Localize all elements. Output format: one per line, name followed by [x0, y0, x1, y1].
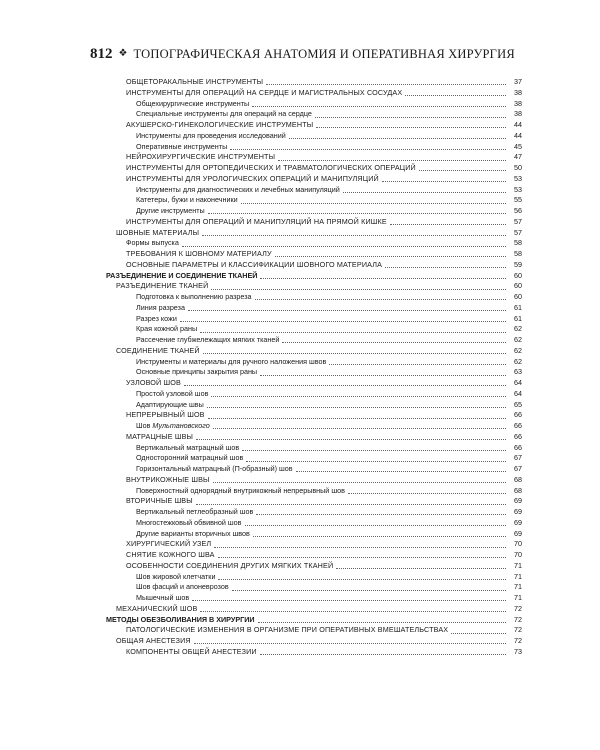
toc-entry	[106, 303, 522, 314]
toc-entry-page: 53	[514, 173, 522, 183]
dot-leader	[214, 547, 506, 548]
toc-entry	[106, 453, 522, 464]
toc-entry-title: УЗЛОВОЙ ШОВ	[126, 378, 181, 387]
toc-entry-page: 50	[514, 163, 522, 172]
toc-entry-page: 62	[514, 345, 522, 355]
toc-entry-page: 69	[514, 528, 522, 538]
toc-entry	[106, 142, 522, 153]
toc-entry	[106, 615, 522, 626]
toc-entry-page: 47	[514, 152, 522, 162]
toc-entry-page: 68	[514, 474, 522, 484]
toc-entry	[106, 131, 522, 142]
toc-entry-page: 58	[514, 238, 522, 248]
dot-leader	[192, 600, 506, 601]
toc-entry-page: 53	[514, 184, 522, 194]
toc-entry-page: 62	[514, 356, 522, 366]
dot-leader	[282, 342, 506, 343]
dot-leader	[196, 439, 506, 440]
toc-entry-page: 58	[514, 249, 522, 258]
toc-entry-title: МАТРАЦНЫЕ ШВЫ	[126, 431, 194, 441]
toc-entry-page: 62	[514, 335, 522, 344]
dot-leader	[419, 170, 506, 171]
dot-leader	[343, 192, 506, 193]
toc-entry	[106, 529, 522, 540]
dot-leader	[196, 504, 506, 505]
toc-entry-page: 68	[514, 485, 522, 495]
dot-leader	[260, 654, 506, 655]
dot-leader	[258, 622, 506, 623]
toc-entry	[106, 432, 522, 443]
toc-entry	[106, 647, 522, 658]
dot-leader	[208, 213, 506, 214]
toc-entry-title: Края кожной раны	[136, 324, 198, 334]
toc-entry-title: Оперативные инструменты	[136, 141, 228, 151]
toc-entry	[106, 443, 522, 454]
toc-entry-page: 59	[514, 259, 522, 269]
dot-leader	[211, 396, 506, 397]
dot-leader	[241, 203, 506, 204]
dot-leader	[245, 525, 507, 526]
toc-entry-title: Вертикальный матрацный шов	[136, 442, 240, 452]
toc-entry	[106, 238, 522, 249]
toc-entry-title: Мышечный шов	[136, 593, 190, 602]
dot-leader	[260, 278, 506, 279]
toc-entry	[106, 324, 522, 335]
toc-entry	[106, 518, 522, 529]
toc-entry-page: 71	[514, 560, 522, 570]
toc-entry	[106, 389, 522, 400]
toc-entry-page: 72	[514, 625, 522, 635]
dot-leader	[260, 375, 506, 376]
toc-entry-page: 64	[514, 378, 522, 387]
toc-entry-title: ИНСТРУМЕНТЫ ДЛЯ ОПЕРАЦИЙ НА СЕРДЦЕ И МАГИСТРАЛЬНЫХ СОСУДАХ	[126, 87, 403, 97]
table-of-contents	[106, 77, 522, 658]
toc-entry	[106, 357, 522, 368]
dot-leader	[252, 106, 506, 107]
toc-entry-page: 62	[514, 324, 522, 334]
toc-entry-page: 61	[514, 302, 522, 312]
toc-entry	[106, 486, 522, 497]
toc-entry-title: Специальные инструменты для операций на сердце	[136, 109, 312, 119]
toc-entry-title: Поверхностный однорядный внутрикожный непрерывный шов	[136, 485, 345, 495]
toc-entry-page: 70	[514, 550, 522, 559]
dot-leader	[184, 385, 506, 386]
toc-entry-title: ПАТОЛОГИЧЕСКИЕ ИЗМЕНЕНИЯ В ОРГАНИЗМЕ ПРИ ОПЕРАТИВНЫХ ВМЕШАТЕЛЬСТВАХ	[126, 625, 449, 635]
toc-entry-title: ОСНОВНЫЕ ПАРАМЕТРЫ И КЛАССИФИКАЦИИ ШОВНОГО МАТЕРИАЛА	[126, 259, 383, 269]
toc-entry	[106, 550, 522, 561]
toc-entry-title: СНЯТИЕ КОЖНОГО ШВА	[126, 550, 215, 559]
toc-entry-title: ИНСТРУМЕНТЫ ДЛЯ ОПЕРАЦИЙ И МАНИПУЛЯЦИЙ НА ПРЯМОЙ КИШКЕ	[126, 216, 387, 226]
dot-leader	[200, 332, 506, 333]
dot-leader	[194, 643, 506, 644]
toc-entry-page: 57	[514, 227, 522, 237]
toc-entry	[106, 206, 522, 217]
toc-entry-title: ОБЩЕТОРАКАЛЬНЫЕ ИНСТРУМЕНТЫ	[126, 77, 264, 86]
toc-entry	[106, 561, 522, 572]
toc-entry-title: ОСОБЕННОСТИ СОЕДИНЕНИЯ ДРУГИХ МЯГКИХ ТКАНЕЙ	[126, 560, 334, 570]
toc-entry	[106, 378, 522, 389]
toc-entry-title: Многостежковый обвивной шов	[136, 517, 242, 527]
toc-entry	[106, 260, 522, 271]
toc-entry-title: ВНУТРИКОЖНЫЕ ШВЫ	[126, 474, 210, 484]
toc-entry-title: Шов фасций и апоневрозов	[136, 582, 229, 592]
toc-entry-title: ИНСТРУМЕНТЫ ДЛЯ ОРТОПЕДИЧЕСКИХ И ТРАВМАТОЛОГИЧЕСКИХ ОПЕРАЦИЙ	[126, 163, 416, 172]
toc-entry-page: 60	[514, 270, 522, 280]
toc-entry-page: 66	[514, 431, 522, 441]
dot-leader	[275, 256, 506, 257]
dot-leader	[451, 633, 506, 634]
toc-entry-page: 57	[514, 216, 522, 226]
dot-leader	[256, 514, 506, 515]
toc-entry	[106, 249, 522, 260]
toc-entry	[106, 464, 522, 475]
toc-entry-page: 69	[514, 496, 522, 506]
toc-entry-title: ХИРУРГИЧЕСКИЙ УЗЕЛ	[126, 539, 212, 549]
toc-entry-page: 37	[514, 77, 522, 86]
dot-leader	[348, 493, 506, 494]
toc-entry-page: 38	[514, 87, 522, 97]
toc-entry-page: 67	[514, 464, 522, 473]
toc-entry-title: МЕХАНИЧЕСКИЙ ШОВ	[116, 603, 198, 613]
toc-entry-page: 73	[514, 646, 522, 656]
dot-leader	[390, 224, 506, 225]
dot-leader	[218, 557, 506, 558]
toc-entry-title: Односторонний матрацный шов	[136, 453, 244, 463]
toc-entry-title: Простой узловой шов	[136, 388, 209, 398]
toc-entry-title: ШОВНЫЕ МАТЕРИАЛЫ	[116, 227, 200, 237]
toc-entry-title: МЕТОДЫ ОБЕЗБОЛИВАНИЯ В ХИРУРГИИ	[106, 614, 255, 624]
toc-entry-title: ОБЩАЯ АНЕСТЕЗИЯ	[116, 636, 191, 645]
dot-leader	[315, 117, 506, 118]
toc-entry-title: АКУШЕРСКО-ГИНЕКОЛОГИЧЕСКИЕ ИНСТРУМЕНТЫ	[126, 120, 314, 129]
toc-entry-title	[136, 421, 211, 432]
toc-entry-page: 64	[514, 388, 522, 398]
toc-entry	[106, 195, 522, 206]
toc-entry-page: 67	[514, 453, 522, 463]
page-header	[90, 46, 550, 66]
toc-entry	[106, 636, 522, 647]
dot-leader	[188, 310, 506, 311]
toc-entry-page: 70	[514, 539, 522, 549]
toc-entry	[106, 475, 522, 486]
dot-leader	[242, 450, 506, 451]
toc-entry	[106, 507, 522, 518]
running-title: ТОПОГРАФИЧЕСКАЯ АНАТОМИЯ И ОПЕРАТИВНАЯ ХИРУРГИЯ	[133, 47, 515, 61]
dot-leader	[278, 160, 506, 161]
toc-entry-title: Инструменты и материалы для ручного наложения швов	[136, 356, 327, 366]
toc-entry	[106, 77, 522, 88]
toc-entry-title-italic: Мультановского	[152, 421, 210, 430]
toc-entry	[106, 346, 522, 357]
toc-entry-page: 60	[514, 281, 522, 291]
toc-entry	[106, 625, 522, 636]
toc-entry	[106, 120, 522, 131]
toc-entry-page: 66	[514, 442, 522, 452]
toc-entry-title: Вертикальный петлеобразный шов	[136, 507, 254, 516]
toc-entry-title: Рассечение глубжележащих мягких тканей	[136, 335, 280, 344]
toc-entry-title: Разрез кожи	[136, 313, 177, 323]
page-number: 812	[90, 46, 113, 62]
toc-entry	[106, 335, 522, 346]
toc-entry-page: 63	[514, 367, 522, 377]
dot-leader	[200, 611, 506, 612]
toc-entry	[106, 582, 522, 593]
toc-entry	[106, 228, 522, 239]
toc-entry-title: РАЗЪЕДИНЕНИЕ И СОЕДИНЕНИЕ ТКАНЕЙ	[106, 270, 258, 280]
toc-entry-page: 61	[514, 313, 522, 323]
dot-leader	[246, 461, 506, 462]
dot-leader	[382, 181, 506, 182]
toc-entry-title: СОЕДИНЕНИЕ ТКАНЕЙ	[116, 345, 200, 355]
toc-entry-title: ИНСТРУМЕНТЫ ДЛЯ УРОЛОГИЧЕСКИХ ОПЕРАЦИЙ И МАНИПУЛЯЦИЙ	[126, 173, 379, 183]
toc-entry-title: Основные принципы закрытия раны	[136, 367, 258, 377]
dot-leader	[232, 590, 506, 591]
toc-entry-page: 69	[514, 507, 522, 516]
toc-entry-title: Другие инструменты	[136, 206, 205, 215]
dot-leader	[207, 407, 506, 408]
toc-entry-page: 38	[514, 98, 522, 108]
toc-entry-title: Формы выпуска	[126, 238, 179, 248]
toc-entry	[106, 367, 522, 378]
dot-leader	[218, 579, 506, 580]
toc-entry-page: 44	[514, 130, 522, 140]
toc-entry-title: НЕЙРОХИРУРГИЧЕСКИЕ ИНСТРУМЕНТЫ	[126, 152, 276, 162]
dot-leader	[385, 267, 506, 268]
dot-leader	[180, 321, 506, 322]
toc-entry-title: Другие варианты вторичных швов	[136, 528, 250, 538]
toc-entry-page: 72	[514, 603, 522, 613]
dot-leader	[202, 235, 506, 236]
toc-entry	[106, 217, 522, 228]
toc-entry	[106, 421, 522, 432]
dot-leader	[289, 138, 506, 139]
dot-leader	[253, 536, 506, 537]
toc-entry-title: КОМПОНЕНТЫ ОБЩЕЙ АНЕСТЕЗИИ	[126, 646, 257, 656]
toc-entry-page: 65	[514, 399, 522, 409]
toc-entry-title: Катетеры, бужи и наконечники	[136, 195, 238, 205]
toc-entry	[106, 314, 522, 325]
toc-entry-title: Шов жировой клетчатки	[136, 571, 216, 581]
dot-leader	[255, 299, 506, 300]
diamond-separator-icon: ❖	[118, 48, 128, 59]
toc-entry-page: 55	[514, 195, 522, 205]
toc-entry	[106, 109, 522, 120]
toc-entry-page: 44	[514, 120, 522, 129]
dot-leader	[266, 84, 506, 85]
toc-entry	[106, 281, 522, 292]
toc-entry-page: 71	[514, 593, 522, 602]
toc-entry-title: Линия разреза	[136, 302, 185, 312]
toc-entry-page: 56	[514, 206, 522, 215]
toc-entry	[106, 152, 522, 163]
dot-leader	[329, 364, 506, 365]
dot-leader	[316, 127, 506, 128]
dot-leader	[296, 471, 506, 472]
toc-entry-page: 72	[514, 614, 522, 624]
toc-entry-page: 71	[514, 582, 522, 592]
toc-entry	[106, 410, 522, 421]
dot-leader	[213, 482, 506, 483]
toc-entry-page: 38	[514, 109, 522, 119]
toc-entry-page: 72	[514, 636, 522, 645]
toc-entry-page: 66	[514, 410, 522, 420]
toc-entry-title-prefix: Шов	[136, 421, 153, 430]
toc-entry	[106, 604, 522, 615]
dot-leader	[203, 353, 506, 354]
toc-entry	[106, 99, 522, 110]
dot-leader	[182, 246, 506, 247]
toc-entry-title: ТРЕБОВАНИЯ К ШОВНОМУ МАТЕРИАЛУ	[126, 249, 272, 258]
toc-entry	[106, 185, 522, 196]
dot-leader	[230, 149, 506, 150]
toc-entry-page: 60	[514, 292, 522, 301]
toc-entry	[106, 572, 522, 583]
toc-entry	[106, 539, 522, 550]
toc-entry-page: 69	[514, 517, 522, 527]
dot-leader	[405, 95, 506, 96]
toc-entry	[106, 174, 522, 185]
dot-leader	[208, 418, 506, 419]
toc-entry-title: Общехирургические инструменты	[136, 98, 250, 108]
toc-entry-page: 45	[514, 141, 522, 151]
toc-entry	[106, 292, 522, 303]
toc-entry-title: Адаптирующие швы	[136, 399, 204, 409]
toc-entry-page: 71	[514, 571, 522, 581]
dot-leader	[213, 428, 506, 429]
toc-entry	[106, 271, 522, 282]
dot-leader	[336, 568, 506, 569]
toc-entry	[106, 163, 522, 174]
toc-entry-title: Инструменты для диагностических и лечебных манипуляций	[136, 184, 340, 194]
toc-entry	[106, 88, 522, 99]
toc-entry-title: Подготовка к выполнению разреза	[136, 292, 252, 301]
toc-entry-title: ВТОРИЧНЫЕ ШВЫ	[126, 496, 193, 506]
toc-entry-title: Горизонтальный матрацный (П-образный) шов	[136, 464, 293, 473]
toc-entry	[106, 593, 522, 604]
toc-entry-title: РАЗЪЕДИНЕНИЕ ТКАНЕЙ	[116, 281, 209, 291]
toc-entry	[106, 496, 522, 507]
toc-entry-title: Инструменты для проведения исследований	[136, 130, 286, 140]
toc-entry	[106, 400, 522, 411]
toc-entry-title: НЕПРЕРЫВНЫЙ ШОВ	[126, 410, 205, 420]
dot-leader	[211, 289, 506, 290]
toc-entry-page: 66	[514, 421, 522, 430]
